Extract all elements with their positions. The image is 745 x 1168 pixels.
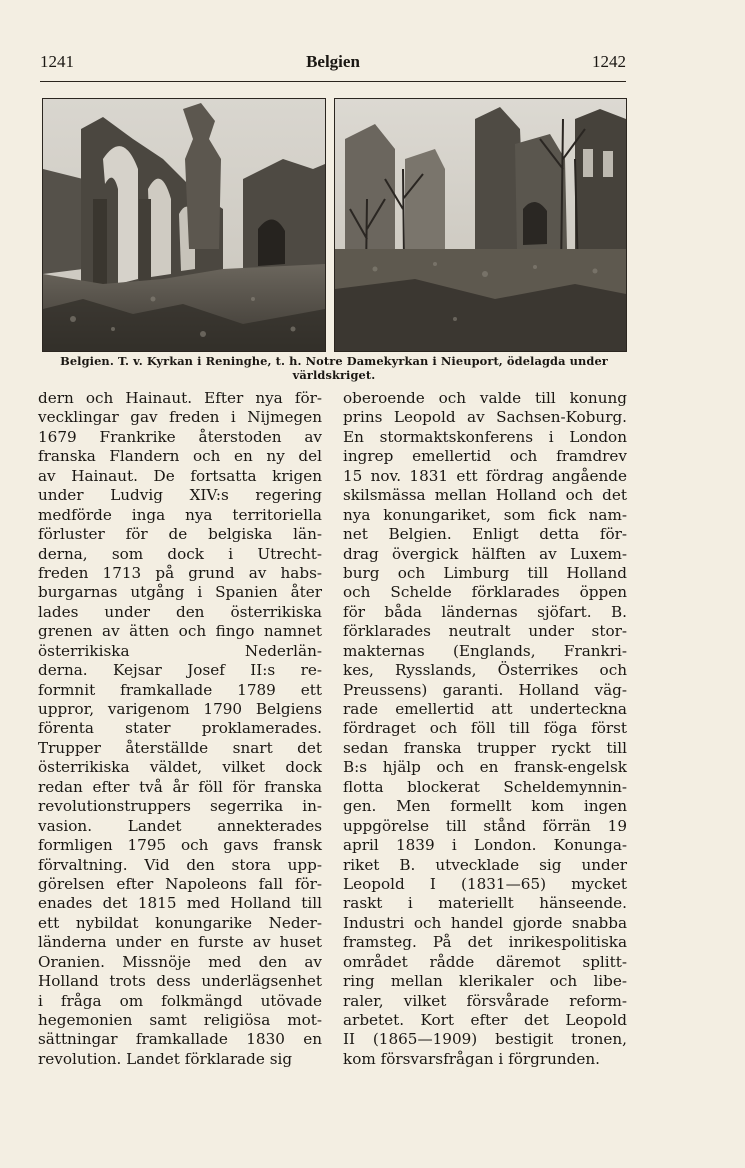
text-line: II (1865—1909) bestigit tronen, bbox=[343, 1030, 627, 1049]
text-line: grenen av ätten och fingo namnet bbox=[38, 622, 322, 641]
text-line: derna, som dock i Utrecht- bbox=[38, 544, 322, 563]
text-line: burgarnas utgång i Spanien åter bbox=[38, 583, 322, 602]
text-line: redan efter två år föll för franska bbox=[38, 777, 322, 796]
text-line: drag övergick hälften av Luxem- bbox=[343, 544, 627, 563]
text-line: dern och Hainaut. Efter nya för- bbox=[38, 389, 322, 407]
text-line: av Hainaut. De fortsatta krigen bbox=[38, 466, 322, 485]
text-line: franska Flandern och en ny del bbox=[38, 447, 322, 466]
text-line: österrikiska Nederlän- bbox=[38, 641, 322, 660]
text-line: oberoende och valde till konung bbox=[343, 389, 627, 407]
text-line: net Belgien. Enligt detta för- bbox=[343, 525, 627, 544]
text-line: skilsmässa mellan Holland och det bbox=[343, 486, 627, 505]
text-line: Preussens) garanti. Holland väg- bbox=[343, 680, 627, 699]
text-line: området rådde däremot splitt- bbox=[343, 952, 627, 971]
text-line: nya konungariket, som fick nam- bbox=[343, 505, 627, 524]
text-line: freden 1713 på grund av habs- bbox=[38, 563, 322, 582]
text-column-right bbox=[343, 389, 627, 1069]
text-line: ingrep emellertid och framdrev bbox=[343, 447, 627, 466]
photo-reninghe-church-ruins bbox=[42, 98, 326, 352]
text-line: för båda ländernas sjöfart. B. bbox=[343, 602, 627, 621]
text-line: hegemonien samt religiösa mot- bbox=[38, 1011, 322, 1029]
text-line: Holland trots dess underlägsenhet bbox=[38, 972, 322, 991]
text-line: förluster för de belgiska län- bbox=[38, 525, 322, 544]
page-title: Belgien bbox=[306, 52, 360, 71]
text-line: B:s hjälp och en fransk-engelsk bbox=[343, 758, 627, 777]
text-line: revolution. Landet förklarade sig bbox=[38, 1049, 293, 1068]
text-line: gen. Men formellt kom ingen bbox=[343, 797, 627, 816]
text-line: sättningar framkallade 1830 en bbox=[38, 1030, 322, 1049]
text-line: i fråga om folkmängd utövade bbox=[38, 991, 322, 1010]
text-line: görelsen efter Napoleons fall för- bbox=[38, 874, 322, 893]
text-line: raskt i materiellt hänseende. bbox=[343, 894, 627, 913]
text-line: rade emellertid att underteckna bbox=[343, 700, 627, 718]
text-line: prins Leopold av Sachsen-Koburg. bbox=[343, 408, 627, 427]
text-line: ring mellan klerikaler och libe- bbox=[343, 972, 627, 991]
text-line: burg och Limburg till Holland bbox=[343, 563, 627, 582]
text-line: länderna under en furste av huset bbox=[38, 933, 322, 952]
text-line: kes, Rysslands, Österrikes och bbox=[343, 661, 627, 680]
text-line: under Ludvig XIV:s regering bbox=[38, 486, 322, 505]
text-line: raler, vilket försvårade reform- bbox=[343, 991, 627, 1010]
text-line: vasion. Landet annekterades bbox=[38, 816, 322, 835]
running-header bbox=[40, 52, 626, 80]
text-line: enades det 1815 med Holland till bbox=[38, 894, 322, 913]
text-line: förklarades neutralt under stor- bbox=[343, 622, 627, 641]
text-line: ett nybildat konungarike Neder- bbox=[38, 913, 322, 932]
text-column-left bbox=[38, 389, 322, 1069]
text-line: 1679 Frankrike återstoden av bbox=[38, 427, 322, 446]
text-line: Industri och handel gjorde snabba bbox=[343, 913, 627, 932]
page-number-right: 1242 bbox=[592, 52, 626, 71]
text-line: arbetet. Kort efter det Leopold bbox=[343, 1011, 627, 1029]
text-line: Trupper återställde snart det bbox=[38, 738, 322, 757]
text-line: framsteg. På det inrikespolitiska bbox=[343, 933, 627, 952]
text-line: uppgörelse till stånd förrän 19 bbox=[343, 816, 627, 835]
figure-caption: Belgien. T. v. Kyrkan i Reninghe, t. h. Notre Damekyrkan i Nieuport, ödelagda under världskriget. bbox=[60, 354, 608, 382]
text-line: förvaltning. Vid den stora upp- bbox=[38, 855, 322, 874]
text-line: flotta blockerat Scheldemynnin- bbox=[343, 777, 627, 796]
text-line: formligen 1795 och gavs fransk bbox=[38, 836, 322, 855]
text-line: förenta stater proklamerades. bbox=[38, 719, 322, 738]
text-line: makternas (Englands, Frankri- bbox=[343, 641, 627, 660]
header-rule bbox=[40, 81, 626, 82]
text-line: 15 nov. 1831 ett fördrag angående bbox=[343, 466, 627, 485]
photo-nieuport-notre-dame-ruins bbox=[334, 98, 627, 352]
text-line: kom försvarsfrågan i förgrunden. bbox=[343, 1049, 600, 1068]
text-line: formnit framkallade 1789 ett bbox=[38, 680, 322, 699]
page-number-left: 1241 bbox=[40, 52, 74, 71]
text-line: österrikiska väldet, vilket dock bbox=[38, 758, 322, 777]
text-line: sedan franska trupper ryckt till bbox=[343, 738, 627, 757]
text-line: Leopold I (1831—65) mycket bbox=[343, 874, 627, 893]
text-line: fördraget och föll till föga först bbox=[343, 719, 627, 738]
text-line: medförde inga nya territoriella bbox=[38, 505, 322, 524]
text-line: lades under den österrikiska bbox=[38, 602, 322, 621]
text-line: och Schelde förklarades öppen bbox=[343, 583, 627, 602]
text-line: En stormaktskonferens i London bbox=[343, 427, 627, 446]
text-line: Oranien. Missnöje med den av bbox=[38, 952, 322, 971]
text-line: uppror, varigenom 1790 Belgiens bbox=[38, 700, 322, 718]
text-line: derna. Kejsar Josef II:s re- bbox=[38, 661, 322, 680]
text-line: vecklingar gav freden i Nijmegen bbox=[38, 408, 322, 427]
text-line: riket B. utvecklade sig under bbox=[343, 855, 627, 874]
text-line: april 1839 i London. Konunga- bbox=[343, 836, 627, 855]
text-line: revolutionstruppers segerrika in- bbox=[38, 797, 322, 816]
